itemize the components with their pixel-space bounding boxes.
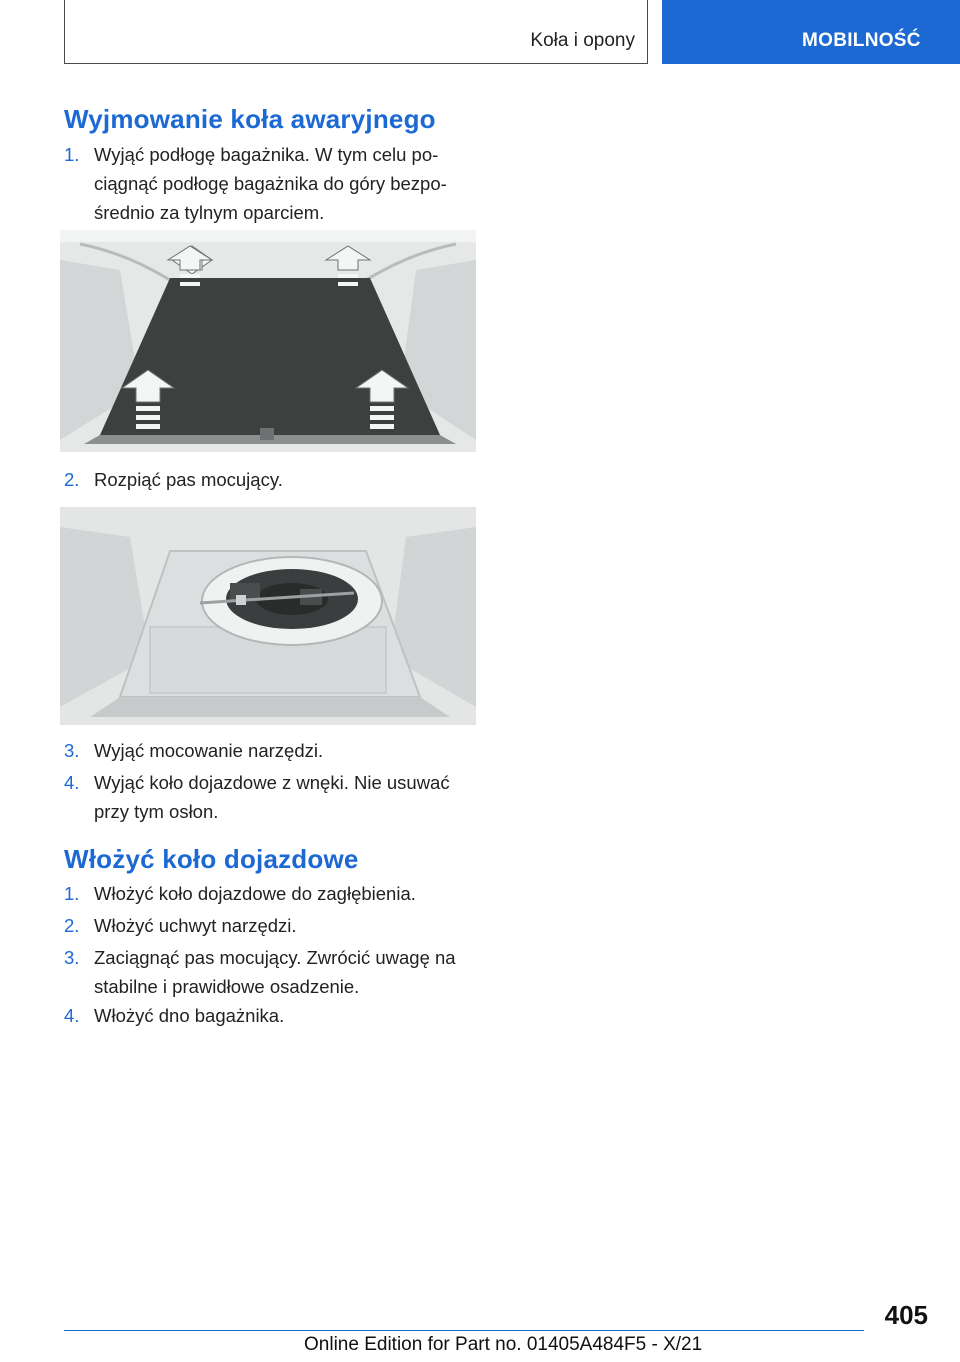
step-number: 1.: [64, 883, 80, 904]
step-text: Wyjąć mocowanie narzędzi.: [94, 740, 324, 761]
edition-info: Online Edition for Part no. 01405A484F5 - X/21: [304, 1334, 703, 1355]
step-text: Rozpiąć pas mocujący.: [94, 469, 283, 490]
step-text: Włożyć dno bagażnika.: [94, 1005, 285, 1026]
page-number: 405: [884, 1300, 928, 1330]
insert-step-3: [64, 943, 484, 1001]
insert-step-1: [64, 879, 484, 908]
step-number: 3.: [64, 740, 80, 761]
header-section-title: Koła i opony: [530, 30, 635, 51]
spare-wheel-well-illustration: [60, 507, 476, 725]
remove-step-2: [64, 465, 484, 494]
header-chapter-title: MOBILNOŚĆ: [802, 30, 921, 51]
section-title-insert-spare: Włożyć koło dojazdowe: [64, 844, 359, 874]
step-number: 2.: [64, 469, 80, 490]
step-text: Wyjąć koło dojazdowe z wnęki. Nie usuwać przy tym osłon.: [94, 772, 450, 822]
step-text: Włożyć uchwyt narzędzi.: [94, 915, 297, 936]
footer-divider: [64, 1330, 864, 1331]
trunk-floor-illustration: [60, 230, 476, 452]
remove-step-3: [64, 736, 484, 765]
step-number: 2.: [64, 915, 80, 936]
step-text: Wyjąć podłogę bagażnika. W tym celu pociągnąć podłogę bagażnika do góry bezpośrednio za tylnym oparciem.: [94, 144, 447, 223]
step-text: Zaciągnąć pas mocujący. Zwrócić uwagę na stabilne i prawidłowe osadzenie.: [94, 947, 456, 997]
section-title-remove-spare: Wyjmowanie koła awaryjnego: [64, 104, 436, 134]
step-number: 4.: [64, 1005, 80, 1026]
header-chapter-tab: [662, 0, 960, 64]
header-section-box: [64, 0, 648, 64]
remove-step-4: [64, 768, 484, 826]
step-text: Włożyć koło dojazdowe do zagłębienia.: [94, 883, 416, 904]
insert-step-4: [64, 1001, 484, 1030]
step-number: 4.: [64, 772, 80, 793]
remove-step-1: [64, 140, 484, 227]
insert-step-2: [64, 911, 484, 940]
step-number: 1.: [64, 144, 80, 165]
step-number: 3.: [64, 947, 80, 968]
